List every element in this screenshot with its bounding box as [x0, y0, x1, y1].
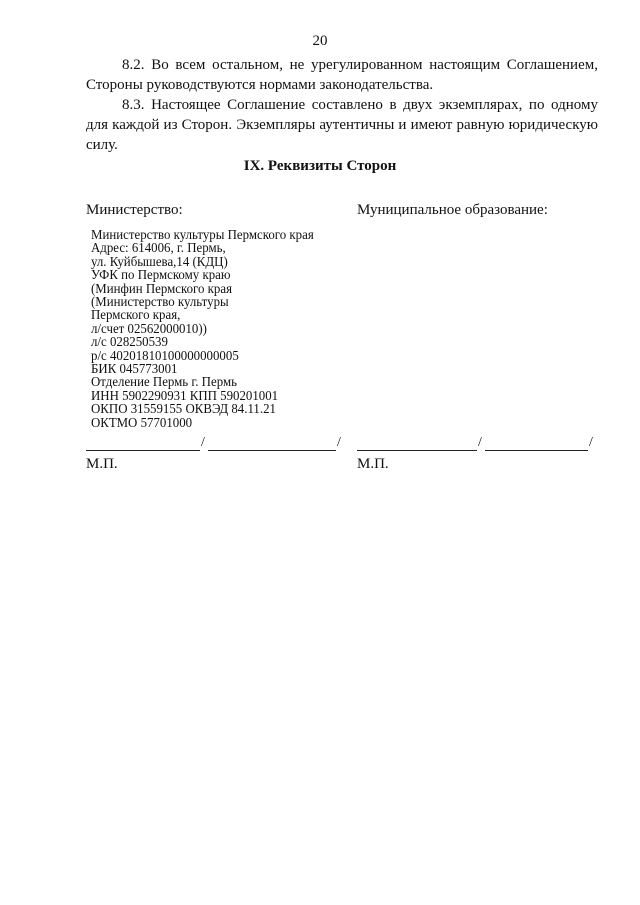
- signature-slash: /: [201, 435, 205, 450]
- detail-line: ОКПО 31559155 ОКВЭД 84.11.21: [91, 402, 276, 418]
- signature-underline: [86, 450, 200, 451]
- detail-line: БИК 045773001: [91, 362, 178, 378]
- name-underline: [208, 450, 336, 451]
- detail-line: Министерство культуры Пермского края: [91, 228, 314, 243]
- detail-line: (Министерство культуры: [91, 295, 229, 311]
- section-heading: IX. Реквизиты Сторон: [243, 158, 397, 174]
- detail-line: л/с 028250539: [91, 335, 168, 351]
- signature-underline: [357, 450, 477, 451]
- page-number: 20: [312, 33, 328, 49]
- detail-line: л/счет 02562000010)): [91, 321, 207, 337]
- detail-line: Пермского края,: [91, 308, 181, 324]
- name-underline: [485, 450, 588, 451]
- detail-line: Отделение Пермь г. Пермь: [91, 375, 237, 391]
- signature-slash: /: [478, 435, 482, 450]
- ministry-label: Министерство:: [86, 202, 183, 218]
- municipality-signature-line: [357, 436, 597, 452]
- signature-slash: /: [337, 435, 341, 450]
- ministry-details: [91, 229, 339, 430]
- detail-line: р/с 40201810100000000005: [91, 348, 239, 364]
- paragraph-8-2: 8.2. Во всем остальном, не урегулированном настоящим Соглашением, Стороны руководствуются нормами законодательства.: [86, 57, 598, 93]
- municipality-stamp-place: М.П.: [357, 456, 389, 472]
- detail-line: ОКТМО 57701000: [91, 415, 193, 431]
- detail-line: Адрес: 614006, г. Пермь,: [91, 241, 226, 257]
- detail-line: ИНН 5902290931 КПП 590201001: [91, 388, 279, 404]
- detail-line: (Минфин Пермского края: [91, 281, 233, 297]
- ministry-stamp-place: М.П.: [86, 456, 118, 472]
- signature-slash: /: [589, 435, 593, 450]
- municipality-label: Муниципальное образование:: [357, 202, 548, 218]
- paragraph-8-3: 8.3. Настоящее Соглашение составлено в двух экземплярах, по одному для каждой из Сторон. Экземпляры аутентичны и имеют равную юридическую силу.: [86, 97, 598, 153]
- detail-line: УФК по Пермскому краю: [91, 268, 231, 284]
- detail-line: ул. Куйбышева,14 (КДЦ): [91, 254, 228, 270]
- ministry-signature-line: [86, 436, 346, 452]
